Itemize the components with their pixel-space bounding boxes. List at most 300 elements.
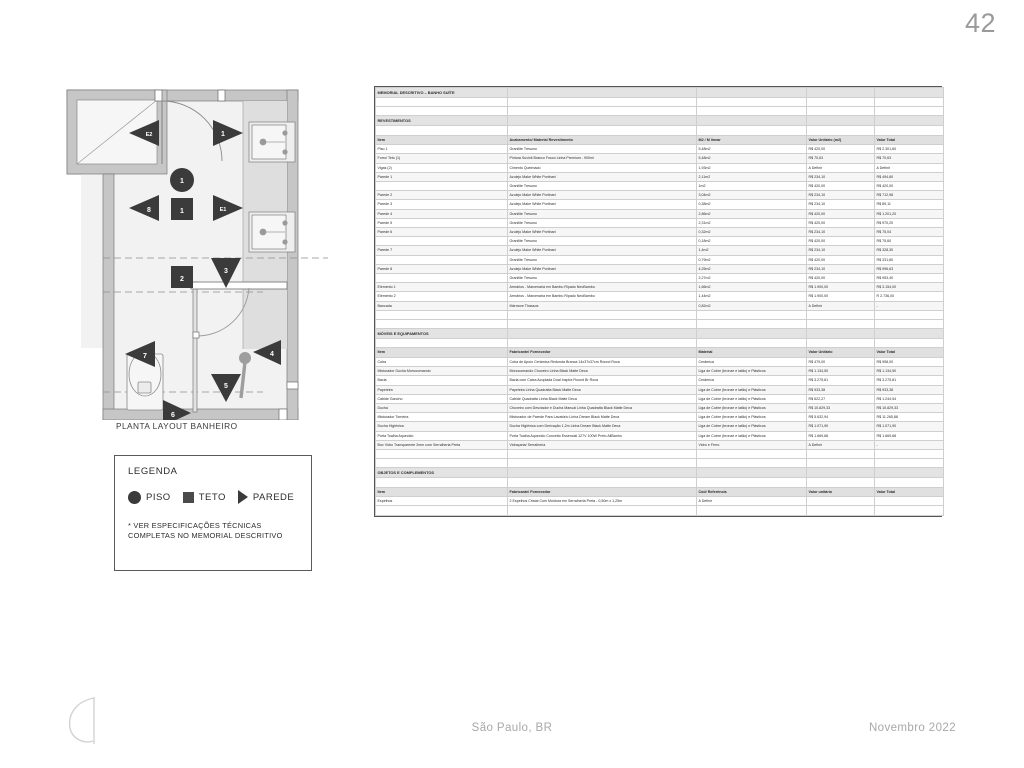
svg-text:1: 1 [221,131,225,138]
table-cell [875,107,944,116]
table-cell [697,310,807,319]
table-cell [875,478,944,487]
table-cell [875,329,944,339]
table-cell: Box Vidro Transparente 2mm com Serralheria Preta [376,440,508,449]
table-cell: Mármore Thassos [508,301,697,310]
table-cell: Fabricante/ Fornecedor [508,487,697,497]
table-cell: R$ 70,63 [875,154,944,163]
table-cell [376,339,508,348]
table-spacer-row [376,339,944,348]
table-cell: Papeleira [376,385,508,394]
table-cell [875,126,944,135]
table-cell: R$ 1.134,50 [807,367,875,376]
table-cell: A Definir [807,163,875,172]
table-cell: Cuba [376,357,508,366]
table-row [376,385,944,394]
table-section-header-row [376,329,944,339]
table-cell: A Definir [807,301,875,310]
table-cell: Valor Total [875,348,944,358]
table-cell: Misturador Ducha Monocomando [376,367,508,376]
table-cell: Vidro e Ferro [697,440,807,449]
table-cell: Vigas (2) [376,163,508,172]
table-cell: Cabide Quadratta Linha Black Matte Deca [508,394,697,403]
table-spacer-row [376,107,944,116]
table-cell: Parede 7 [376,246,508,255]
table-cell [875,468,944,478]
table-cell: A Definir [697,497,807,506]
table-cell: Ducha Higiênica [376,422,508,431]
table-column-header-row [376,487,944,497]
floor-plan-drawing [63,86,328,420]
table-cell: Item [376,135,508,145]
table-cell [807,88,875,98]
table-cell: R$ 1.669,68 [875,431,944,440]
table-cell [376,310,508,319]
table-row [376,209,944,218]
svg-text:1: 1 [180,208,184,215]
table-cell: R$ 420,00 [807,209,875,218]
table-cell: Elemento 2 [376,292,508,301]
plan-marker-1-ceiling [171,198,193,220]
table-cell: Armários - Marcenaria em Bambu Ripado NeoBambu [508,292,697,301]
table-cell [875,497,944,506]
table-cell: Granilite Tresuno [508,209,697,218]
table-spacer-row [376,459,944,468]
table-cell: Bancada [376,301,508,310]
legend-item-piso-label: PISO [146,491,171,503]
table-cell [807,310,875,319]
table-cell: Azulejo Make White Portinari [508,227,697,236]
table-cell: R$ 420,00 [807,274,875,283]
table-cell: MEMORIAL DESCRITIVO – BANHO SUÍTE [376,88,508,98]
table-spacer-row [376,126,944,135]
table-cell: 0,32m2 [697,227,807,236]
table-cell [508,450,697,459]
table-spacer-row [376,450,944,459]
table-cell: Papeleira Linha Quadratta Black Matte Deca [508,385,697,394]
table-cell: Azulejo Make White Portinari [508,246,697,255]
table-cell: R$ 622,27 [807,394,875,403]
table-cell: R$ 234,10 [807,264,875,273]
table-row [376,394,944,403]
footer-city: São Paulo, BR [471,722,553,734]
table-column-header-row [376,348,944,358]
table-cell: Granilite Tresuno [508,237,697,246]
table-cell [807,497,875,506]
table-cell [807,478,875,487]
table-cell: R$ 933,38 [807,385,875,394]
table-cell: R$ 420,00 [807,218,875,227]
table-cell: Item [376,348,508,358]
table-cell [376,126,508,135]
table-cell: R$ 479,00 [807,357,875,366]
table-cell: R$ 953,40 [875,274,944,283]
table-cell [807,450,875,459]
table-cell: Parede 8 [376,264,508,273]
table-cell [697,107,807,116]
table-cell [807,126,875,135]
table-cell [508,126,697,135]
table-spacer-row [376,310,944,319]
brand-logo [64,694,110,746]
table-cell: R$ 75,60 [875,237,944,246]
table-cell [875,116,944,126]
table-cell [875,450,944,459]
table-cell: R$ 328,30 [875,246,944,255]
table-cell [875,459,944,468]
table-cell: OBJETOS E COMPLEMENTOS [376,468,508,478]
table-cell: R$ 234,10 [807,191,875,200]
legend-item-teto-label: TETO [198,491,226,503]
table-cell: Valor unitário [807,487,875,497]
plan-caption: PLANTA LAYOUT BANHEIRO [116,421,238,431]
table-cell: R$ 1.900,00 [807,283,875,292]
table-row [376,246,944,255]
table-cell: R$ 3.275,81 [875,376,944,385]
table-row [376,497,944,506]
table-cell [508,107,697,116]
legend-title: LEGENDA [128,466,178,477]
table-cell: Acabamento/ Material Revestimento [508,135,697,145]
table-row [376,274,944,283]
table-cell [697,450,807,459]
table-row [376,431,944,440]
svg-text:7: 7 [143,353,147,360]
table-cell: R 2.736,00 [875,292,944,301]
legend-item-parede-label: PAREDE [252,491,295,503]
table-cell: Chuveiro com Desviador e Ducha Manual Linha Quadratta Black Matte Deca [508,403,697,412]
table-cell: R$ 89,11 [875,200,944,209]
table-cell [508,320,697,329]
table-cell [697,116,807,126]
table-cell [508,506,697,515]
table-cell [376,506,508,515]
table-cell: 1,44m2 [697,292,807,301]
table-cell: 2 Espelhos Cristal Com Moldura em Serralheria Preta - 0,50m x 1,25m [508,497,697,506]
table-cell: M2 / M linear [697,135,807,145]
page-number: 42 [964,8,996,38]
table-spacer-row [376,478,944,487]
svg-text:3: 3 [224,268,228,275]
table-cell: Elemento 1 [376,283,508,292]
table-cell: R$ 2.301,60 [875,145,944,154]
plan-marker-2-ceiling [171,266,193,288]
table-row [376,367,944,376]
table-cell: Liga de Cobre (bronze e latão) e Plásticos [697,394,807,403]
table-cell: Ducha Higiênica com Derivação 1,2m Linha Dream Black Matte Deca [508,422,697,431]
table-cell: Valor Total [875,135,944,145]
table-row [376,154,944,163]
table-cell: Granilite Tresuno [508,145,697,154]
table-cell: 1,93m2 [697,163,807,172]
table-row [376,200,944,209]
table-cell: R$ 3.154,00 [875,283,944,292]
table-cell [875,88,944,98]
table-cell: R$ 1.134,50 [875,367,944,376]
spec-table [375,87,944,516]
table-cell: Granilite Tresuno [508,218,697,227]
table-cell: R$ 420,00 [807,255,875,264]
table-cell: Porta Toalha Aquecido [376,431,508,440]
table-row [376,301,944,310]
table-cell: Granilite Tresuno [508,274,697,283]
table-cell [697,459,807,468]
table-spacer-row [376,506,944,515]
table-cell: 0,79m2 [697,255,807,264]
table-row [376,172,944,181]
svg-text:4: 4 [270,351,274,358]
table-cell [697,320,807,329]
table-cell [697,88,807,98]
table-cell [508,329,697,339]
table-cell: R$ 1.244,54 [875,394,944,403]
table-cell: R$ 420,00 [807,237,875,246]
table-cell: R$ 234,10 [807,200,875,209]
table-cell: - [875,440,944,449]
table-cell [508,88,697,98]
table-cell [807,98,875,107]
table-row [376,357,944,366]
table-cell: Ducha [376,403,508,412]
table-cell: 0,18m2 [697,237,807,246]
table-cell: Parede 2 [376,191,508,200]
svg-text:5: 5 [224,383,228,390]
svg-text:2: 2 [180,276,184,283]
svg-text:1: 1 [180,178,184,185]
legend-teto-square-icon [183,492,194,503]
table-cell [807,506,875,515]
table-cell: Monocomando Chuveiro Linha Black Matte Deca [508,367,697,376]
table-cell [508,478,697,487]
table-cell: Parede 3 [376,200,508,209]
table-cell [508,459,697,468]
table-cell [376,255,508,264]
table-cell: Valor Unitário [807,348,875,358]
table-cell: R$ 10.829,33 [807,403,875,412]
svg-text:8: 8 [147,207,151,214]
table-cell: Cimento Queimado [508,163,697,172]
table-cell: A Definir [875,163,944,172]
table-cell: R$ 996,63 [875,264,944,273]
table-cell: R$ 420,00 [807,181,875,190]
footer-date: Novembro 2022 [868,722,956,734]
table-cell [807,468,875,478]
table-cell: Valor Total [875,487,944,497]
table-cell [376,478,508,487]
table-cell [807,459,875,468]
table-cell [376,274,508,283]
table-cell [807,329,875,339]
table-cell: Forro/ Teto (1) [376,154,508,163]
table-cell: Espelhos [376,497,508,506]
table-cell: Liga de Cobre (bronze e latão) e Plásticos [697,431,807,440]
table-column-header-row [376,135,944,145]
table-cell: Liga de Cobre (bronze e latão) e Plásticos [697,403,807,412]
table-cell: R$ 75,04 [875,227,944,236]
table-cell [807,339,875,348]
table-cell [376,237,508,246]
table-row [376,191,944,200]
table-cell: R$ 331,80 [875,255,944,264]
table-row [376,283,944,292]
table-cell: Azulejo Make White Portinari [508,264,697,273]
table-cell: Parede 4 [376,209,508,218]
table-cell: Azulejo Make White Portinari [508,191,697,200]
table-cell: R$ 234,10 [807,227,875,236]
table-cell: 3,04m2 [697,191,807,200]
table-cell: Granilite Tresuno [508,181,697,190]
table-cell: 2,31m2 [697,218,807,227]
table-cell: R$ 1.669,68 [807,431,875,440]
svg-text:E2: E2 [145,132,153,138]
table-cell: Item [376,487,508,497]
table-cell [807,320,875,329]
table-cell: 2,86m2 [697,209,807,218]
table-cell: Piso 1 [376,145,508,154]
table-cell [376,320,508,329]
table-row [376,237,944,246]
table-row [376,403,944,412]
legend-note: * VER ESPECIFICAÇÕES TÉCNICAS COMPLETAS NO MEMORIAL DESCRITIVO [128,521,283,540]
table-cell: Liga de Cobre (bronze e latão) e Plásticos [697,413,807,422]
table-spacer-row [376,320,944,329]
table-cell [697,506,807,515]
table-cell: R$ 494,80 [875,172,944,181]
table-cell: Parede 6 [376,227,508,236]
table-cell: R$ 11.265,88 [875,413,944,422]
table-cell [697,339,807,348]
table-row [376,145,944,154]
table-section-header-row [376,468,944,478]
table-cell [807,107,875,116]
table-cell: R$ 3.275,81 [807,376,875,385]
table-cell: Liga de Cobre (bronze e latão) e Plásticos [697,422,807,431]
table-cell: 1m2 [697,181,807,190]
table-cell: Liga de Cobre (bronze e latão) e Plásticos [697,385,807,394]
table-row [376,413,944,422]
table-cell: - [875,301,944,310]
table-cell [875,320,944,329]
table-row [376,255,944,264]
table-cell: 5,48m2 [697,145,807,154]
svg-text:E1: E1 [219,207,227,213]
table-cell [697,329,807,339]
table-cell: Parede 5 [376,218,508,227]
memorial-descritivo-table [374,86,942,517]
table-row [376,376,944,385]
table-row [376,440,944,449]
table-cell: R$ 420,00 [807,145,875,154]
legend-box [114,455,312,571]
table-cell: R$ 1.071,90 [875,422,944,431]
table-cell: Material [697,348,807,358]
table-cell: Misturador Torneira [376,413,508,422]
table-cell: A Definir [807,440,875,449]
table-cell: 0,38m2 [697,200,807,209]
table-cell [875,98,944,107]
table-cell: Granilite Tresuno [508,255,697,264]
table-cell: R$ 70,63 [807,154,875,163]
table-cell [875,506,944,515]
table-cell: R$ 420,00 [875,181,944,190]
table-cell: R$ 970,20 [875,218,944,227]
table-row [376,163,944,172]
table-cell: 1,66m2 [697,283,807,292]
table-row [376,218,944,227]
table-cell [807,116,875,126]
table-cell [508,339,697,348]
table-cell: Vidraçaria/ Serralheria [508,440,697,449]
table-cell [508,116,697,126]
table-cell: 1,4m2 [697,246,807,255]
table-cell: R$ 1.900,00 [807,292,875,301]
table-cell: MÓVEIS E EQUIPAMENTOS [376,329,508,339]
svg-text:6: 6 [171,412,175,419]
table-section-header-row [376,116,944,126]
table-cell: Valor Unitário (m2) [807,135,875,145]
table-spacer-row [376,98,944,107]
table-cell [697,468,807,478]
table-cell: R$ 5.632,94 [807,413,875,422]
legend-items [128,490,301,504]
table-cell: Cerâmica [697,376,807,385]
table-cell [508,310,697,319]
table-cell: 4,25m2 [697,264,807,273]
table-cell: R$ 234,10 [807,246,875,255]
table-cell [376,98,508,107]
table-cell [697,478,807,487]
table-cell: Porta Toalha Aquecido Concetto Essencial 127V 100W Preto AllBanho [508,431,697,440]
table-document-title-row [376,88,944,98]
table-cell: Azulejo Make White Portinari [508,200,697,209]
table-cell: 2,27m2 [697,274,807,283]
table-cell: Parede 1 [376,172,508,181]
plan-marker-1-floor [170,168,194,192]
table-cell [376,181,508,190]
table-cell: 5,48m2 [697,154,807,163]
table-cell: Cuba de Apoio Cerâmica Redonda Branca 14x37x37cm Round Roca [508,357,697,366]
table-cell [508,468,697,478]
table-cell: Bacia com Caixa Acoplada Dual Inspira Round Br Roca [508,376,697,385]
table-row [376,181,944,190]
table-cell: Misturador de Parede Para Lavatório Linha Dream Black Matte Deca [508,413,697,422]
table-cell: 2,11m2 [697,172,807,181]
table-cell: 0,82m2 [697,301,807,310]
table-cell [875,310,944,319]
table-cell [875,339,944,348]
table-cell: R$ 712,98 [875,191,944,200]
table-cell [508,98,697,107]
table-cell: Liga de Cobre (bronze e latão) e Plásticos [697,367,807,376]
table-cell [376,107,508,116]
table-cell: R$ 933,38 [875,385,944,394]
table-cell: Pintura Suvinil Branco Fosco Linha Premium - 900ml [508,154,697,163]
table-cell: Cerâmica [697,357,807,366]
table-cell: R$ 1.201,20 [875,209,944,218]
table-cell [376,459,508,468]
table-cell [376,450,508,459]
table-cell: Cabide Gancho [376,394,508,403]
table-cell [697,98,807,107]
table-cell: Bacia [376,376,508,385]
table-cell: R$ 958,00 [875,357,944,366]
legend-piso-circle-icon [128,491,141,504]
table-cell: R$ 234,10 [807,172,875,181]
table-cell: Fabricante/ Fornecedor [508,348,697,358]
table-cell [697,126,807,135]
table-cell: R$ 1.071,90 [807,422,875,431]
table-row [376,264,944,273]
